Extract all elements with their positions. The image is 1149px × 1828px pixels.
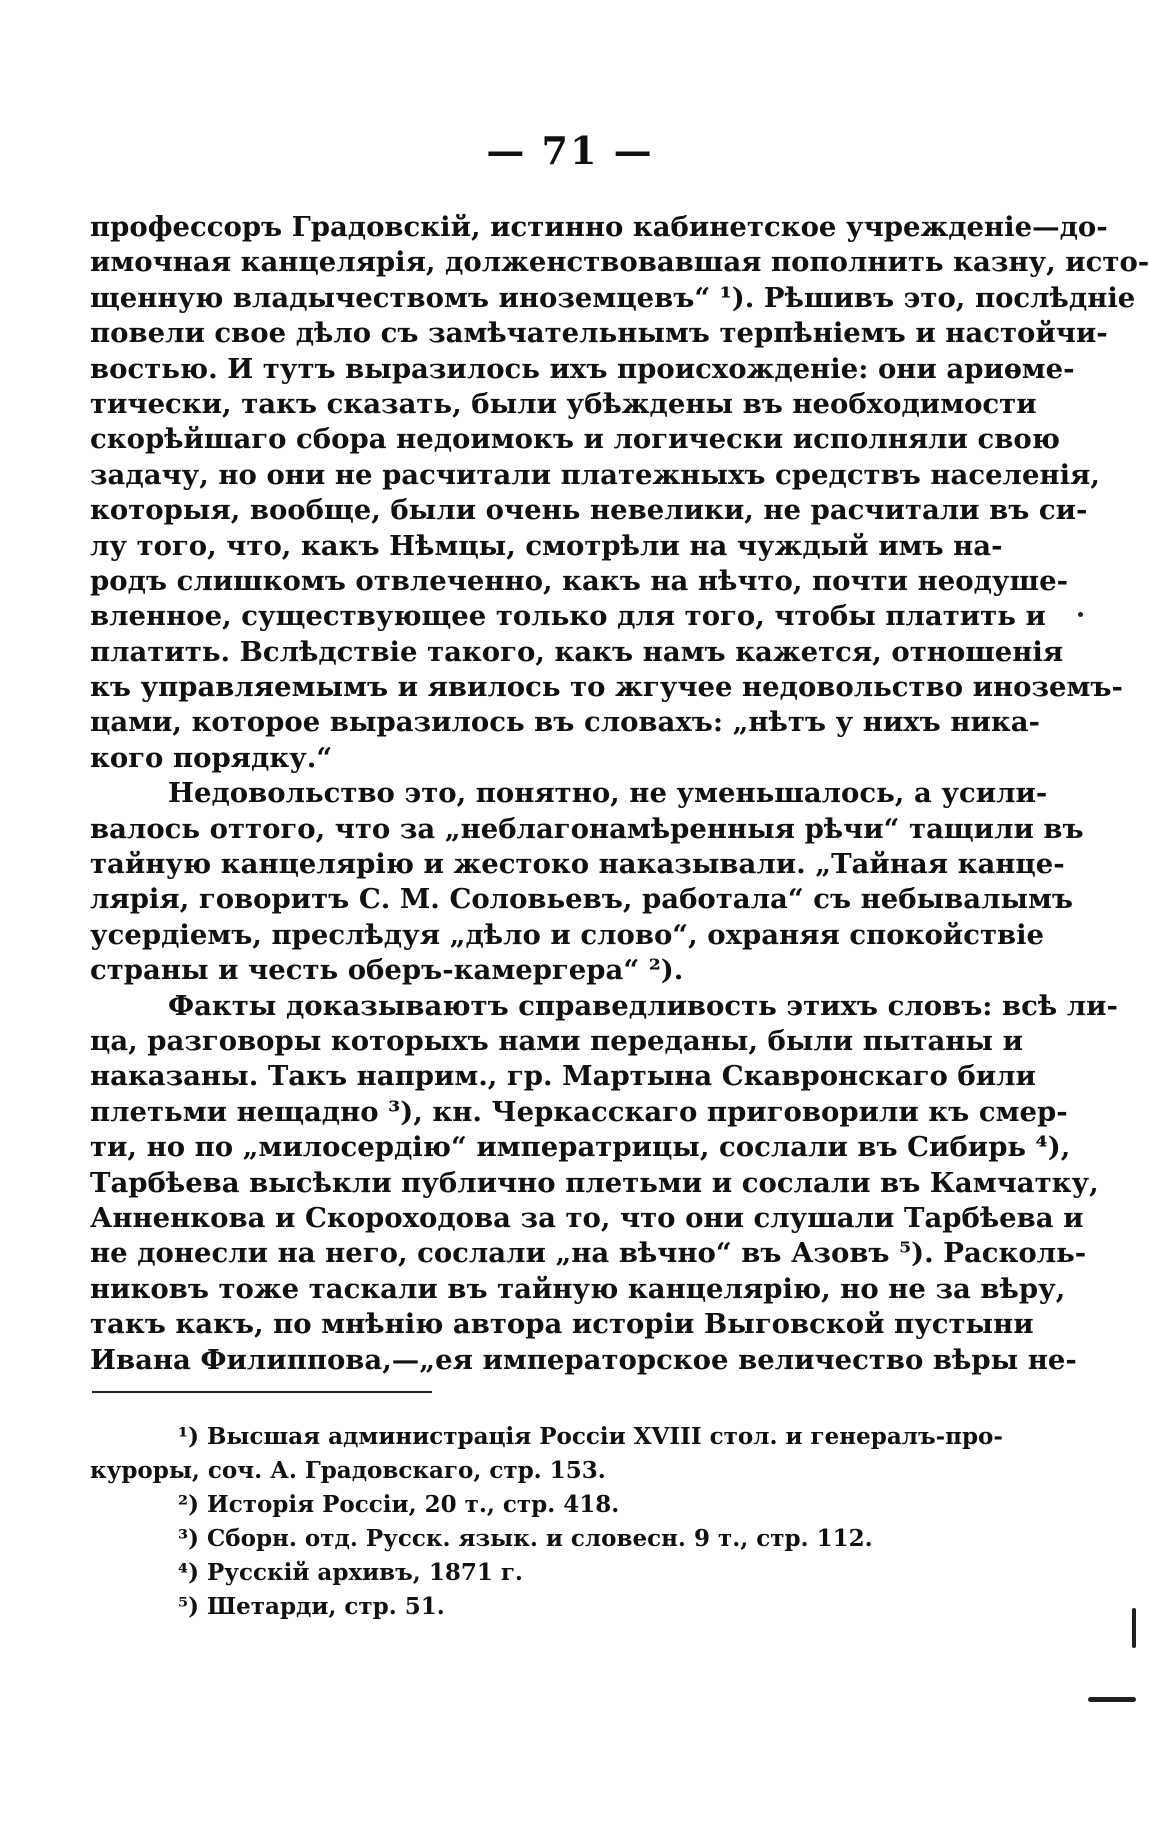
text-line: Факты доказываютъ справедливость этихъ словъ: всѣ ли- (168, 989, 1118, 1022)
text-line: лярія, говоритъ С. М. Соловьевъ, работала“ съ небывалымъ (90, 883, 1074, 916)
text-line: повели свое дѣло съ замѣчательнымъ терпѣніемъ и настойчи- (90, 317, 1108, 350)
text-line: кого порядку.“ (90, 741, 333, 774)
footnote-text: куроры, соч. А. Градовскаго, стр. 153. (90, 1457, 606, 1484)
text-line: плетьми нещадно ³), кн. Черкасскаго приговорили къ смер- (90, 1095, 1068, 1128)
text-line: имочная канцелярія, долженствовавшая пополнить казну, исто- (90, 246, 1149, 279)
text-line: ца, разговоры которыхъ нами переданы, были пытаны и (90, 1024, 1023, 1057)
footnote-line (90, 1556, 970, 1590)
footnote-line (90, 1522, 970, 1556)
text-line: Анненкова и Скороходова за то, что они слушали Тарбѣева и (90, 1201, 1084, 1234)
text-line: тайную канцелярію и жестоко наказывали. „Тайная канце- (90, 848, 1065, 881)
footnote-line (90, 1488, 970, 1522)
footnote-text: Высшая администрація Россіи XVIII стол. и генералъ-про- (206, 1423, 1003, 1450)
text-line: къ управляемымъ и явилось то жгучее недовольство иноземъ- (90, 671, 1123, 704)
text-line: ти, но по „милосердію“ императрицы, сослали въ Сибирь ⁴), (90, 1131, 1071, 1164)
footnote-marker: ¹) (178, 1423, 199, 1450)
text-line: скорѣйшаго сбора недоимокъ и логически исполняли свою (90, 423, 1060, 456)
text-line: щенную владычествомъ иноземцевъ“ ¹). Рѣшивъ это, послѣдніе (90, 281, 1136, 314)
footnote-marker: ⁵) (178, 1593, 199, 1620)
text-line: которыя, вообще, были очень невелики, не расчитали въ си- (90, 494, 1088, 527)
text-line: Тарбѣева высѣкли публично плетьми и сослали въ Камчатку, (90, 1166, 1099, 1199)
text-line: востью. И тутъ выразилось ихъ происхожденіе: они ариѳме- (90, 352, 1075, 385)
text-line: такъ какъ, по мнѣнію автора исторіи Выговской пустыни (90, 1308, 1034, 1341)
scan-mark-edge (1132, 1608, 1136, 1648)
text-line: наказаны. Такъ наприм., гр. Мартына Скавронскаго били (90, 1060, 1036, 1093)
text-line: страны и честь оберъ-камергера“ ²). (90, 954, 684, 987)
text-line: родъ слишкомъ отвлеченно, какъ на нѣчто, почти неодуше- (90, 564, 1068, 597)
footnote-marker: ⁴) (178, 1559, 199, 1586)
footnote-separator (92, 1391, 432, 1393)
text-line: лу того, что, какъ Нѣмцы, смотрѣли на чуждый имъ на- (90, 529, 1003, 562)
text-line: валось оттого, что за „неблагонамѣренныя рѣчи“ тащили въ (90, 812, 1084, 845)
footnotes (90, 1420, 1003, 1624)
body-text (90, 210, 1149, 1378)
footnote-text: Исторія Россіи, 20 т., стр. 418. (206, 1491, 620, 1518)
text-line: платить. Вслѣдствіе такого, какъ намъ кажется, отношенія (90, 635, 1064, 668)
footnote-line (90, 1454, 970, 1488)
text-line: не донесли на него, сослали „на вѣчно“ въ Азовъ ⁵). Расколь- (90, 1237, 1087, 1270)
text-line: Недовольство это, понятно, не уменьшалось, а усили- (168, 777, 1048, 810)
text-line: Ивана Филиппова,—„ея императорское величество вѣры не- (90, 1343, 1077, 1376)
text-line: усердіемъ, преслѣдуя „дѣло и слово“, охраняя спокойствіе (90, 918, 1045, 951)
footnote-text: Русскій архивъ, 1871 г. (206, 1559, 523, 1586)
text-line: тически, такъ сказать, были убѣждены въ необходимости (90, 387, 1037, 420)
text-line: задачу, но они не расчитали платежныхъ средствъ населенія, (90, 458, 1100, 491)
text-line: вленное, существующее только для того, чтобы платить и (90, 600, 1046, 633)
page-number: — 71 — (486, 128, 654, 173)
footnote-text: Шетарди, стр. 51. (206, 1593, 445, 1620)
footnote-line (90, 1590, 970, 1624)
text-line: никовъ тоже таскали въ тайную канцелярію, но не за вѣру, (90, 1272, 1066, 1305)
text-line: профессоръ Градовскій, истинно кабинетское учрежденіе—до- (90, 211, 1108, 243)
scan-mark-dot (1078, 612, 1083, 617)
footnote-text: Сборн. отд. Русск. язык. и словесн. 9 т., стр. 112. (206, 1525, 873, 1552)
text-line: цами, которое выразилось въ словахъ: „нѣтъ у нихъ ника- (90, 706, 1040, 739)
footnote-marker: ²) (178, 1491, 199, 1518)
scan-mark-dash (1088, 1697, 1136, 1702)
footnote-marker: ³) (178, 1525, 199, 1552)
footnote-line (90, 1420, 1003, 1454)
